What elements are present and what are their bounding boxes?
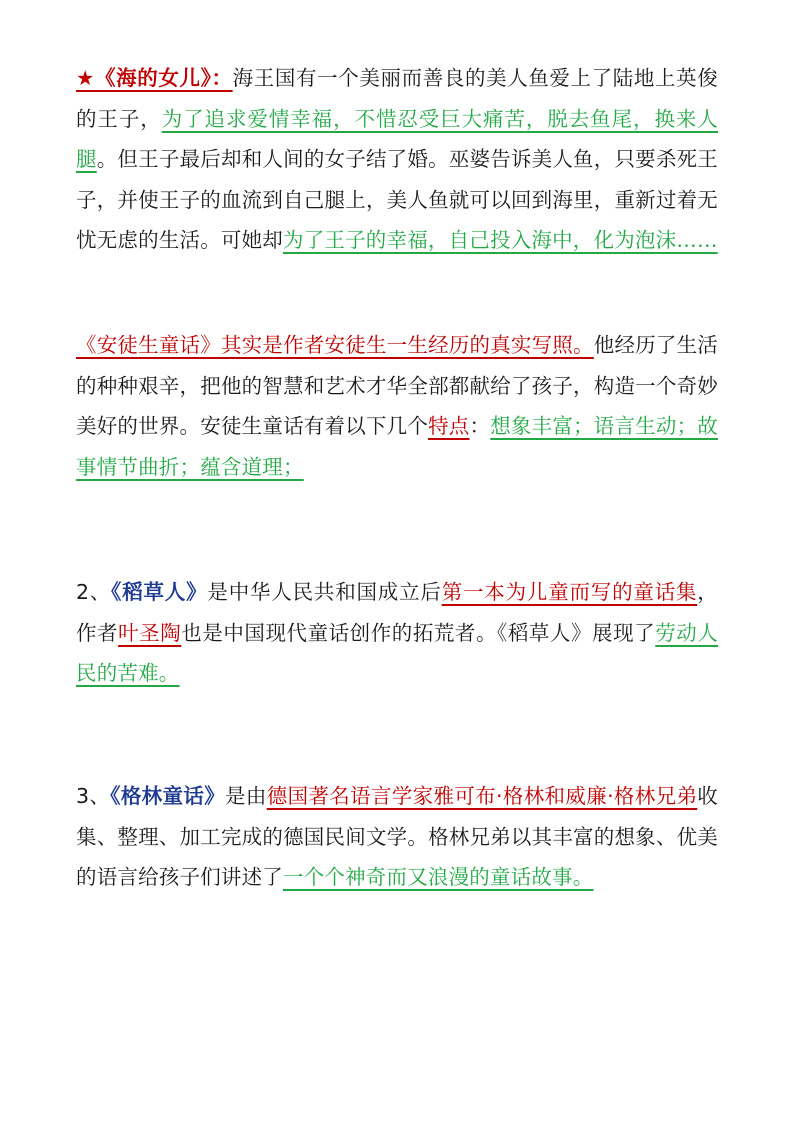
body-text: 是由 — [225, 784, 267, 808]
heading-little-mermaid: ★《海的女儿》： — [76, 66, 233, 90]
body-text: ，作者 — [76, 580, 718, 645]
highlight-red: 第一本为儿童而写的童话集 — [441, 580, 698, 604]
body-text: 收集、整理、加工完成的德国民间文学。格林兄弟以其丰富的想象、优美的语言给孩子们讲述了 — [76, 784, 718, 889]
highlight-green: 想象丰富；语言生动；故事情节曲折；蕴含道理； — [76, 414, 718, 479]
body-text: 也是中国现代童话创作的拓荒者。《稻草人》展现了 — [181, 620, 656, 645]
paragraph-little-mermaid — [76, 58, 718, 261]
body-text: 海王国有一个美丽而善良的美人鱼爱上了陆地上英俊的王子， — [76, 66, 718, 131]
highlight-green: 为了王子的幸福，自己投入海中，化为泡沫…… — [283, 228, 718, 252]
paragraph-scarecrow — [76, 572, 718, 694]
item-number: 2、 — [76, 580, 112, 604]
paragraph-andersen — [76, 325, 718, 487]
item-number: 3、 — [76, 784, 111, 808]
body-text: ： — [469, 414, 491, 438]
body-text: 他经历了生活的种种艰辛，把他的智慧和艺术才华全部都献给了孩子，构造一个奇妙美好的世界。安徒生童话有着以下几个 — [76, 333, 718, 438]
paragraph-grimm — [76, 776, 718, 898]
heading-scarecrow: 《稻草人》 — [111, 580, 208, 604]
body-text: 。但王子最后却和人间的女子结了婚。巫婆告诉美人鱼，只要杀死王子，并使王子的血流到自己腿上，美人鱼就可以回到海里，重新过着无忧无虑的生活。可她却 — [76, 147, 719, 252]
highlight-red: 叶圣陶 — [118, 620, 182, 645]
highlight-green: 劳动人民的苦难。 — [76, 620, 718, 685]
highlight-green: 为了追求爱情幸福，不惜忍受巨大痛苦，脱去鱼尾，换来人腿 — [76, 106, 718, 171]
highlight-red: 德国著名语言学家雅可布·格林和威廉·格林兄弟 — [266, 784, 698, 808]
highlight-red: 《安徒生童话》其实是作者安徒生一生经历的真实写照。 — [76, 333, 594, 357]
highlight-red: 特点 — [428, 414, 470, 438]
heading-grimm: 《格林童话》 — [110, 784, 226, 808]
highlight-green: 一个个神奇而又浪漫的童话故事。 — [283, 865, 594, 889]
body-text: 是中华人民共和国成立后 — [207, 580, 442, 604]
